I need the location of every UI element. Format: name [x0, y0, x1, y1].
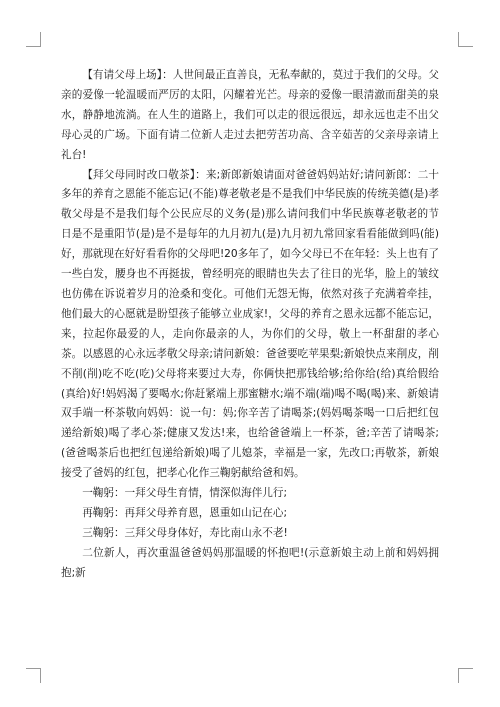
paragraph-third-bow: 三鞠躬：三拜父母身体好，寿比南山永不老! [82, 526, 288, 539]
crop-mark-top-right [458, 32, 473, 47]
paragraph-invite-parents: 【有请父母上场】：人世间最正直善良，无私奉献的，莫过于我们的父母。父亲的爱像一轮温暖而严厉的太阳，闪耀着光芒。母亲的爱像一眼清澈而甜美的泉水，静静地流淌。在人生的道路上，我们可以走的很远很远，却永远也走不出父母心灵的广场。下面有请二位新人走过去把劳苦功高、含辛茹苦的父亲母亲请上礼台! [61, 69, 439, 161]
paragraph-tea-ceremony: 【拜父母同时改口敬茶】：来;新郎新娘请面对爸爸妈妈站好;请问新郎：二十多年的养育之恩能不能忘记(不能)尊老敬老是不是我们中华民族的传统美德(是)孝敬父母是不是我们每个公民应尽的义务(是)那么请问我们中华民族尊老敬老的节日是不是重阳节(是)是不是每年的九月初九(是)九月初九常回家看看能做到吗(能)好，那就现在好好看看你的父母吧!20多年了，如今父母已不在年轻：头上也有了一些白发，腰身也不再挺拔，曾经明亮的眼睛也失去了往日的光华，脸上的皱纹也仿佛在诉说着岁月的沧桑和变化。可他们无怨无悔，依然对孩子充满着牵挂，他们最大的心愿就是盼望孩子能够立业成家!，父母的养育之恩永远都不能忘记，来，拉起你最爱的人，走向你最亲的人，为你们的父母，敬上一杯甜甜的孝心茶。以感恩的心永远孝敬父母亲;请问新娘：爸爸要吃苹果梨;新娘快点来削皮，削不削(削)吃不吃(吃)父母将来要过大寿，你俩快把那钱给够;给你给(给)真给假给(真给)好!妈妈渴了要喝水;你赶紧端上那蜜糖水;端不端(端)喝不喝(喝)来、新娘请双手端一杯茶敬向妈妈：说一句：妈;你辛苦了请喝茶;(妈妈喝茶喝一口后把红包递给新娘)喝了孝心茶;健康又发达!来，也给爸爸端上一杯茶，爸;辛苦了请喝茶;(爸爸喝茶后也把红包递给新娘)喝了儿媳茶，幸福是一家，先改口;再敬茶，新娘接受了爸妈的红包，把孝心化作三鞠躬献给爸和妈。 [61, 168, 439, 480]
crop-mark-bottom-left [26, 668, 41, 683]
paragraph-embrace: 二位新人，再次重温爸爸妈妈那温暖的怀抱吧!(示意新娘主动上前和妈妈拥抱;新 [61, 546, 439, 579]
crop-mark-top-left [26, 32, 41, 47]
paragraph-first-bow: 一鞠躬：一拜父母生育情，情深似海伴儿行; [82, 487, 288, 500]
crop-mark-bottom-right [458, 668, 473, 683]
paragraph-second-bow: 再鞠躬：再拜父母养育恩，恩重如山记在心; [82, 506, 288, 519]
document-body [61, 66, 439, 584]
